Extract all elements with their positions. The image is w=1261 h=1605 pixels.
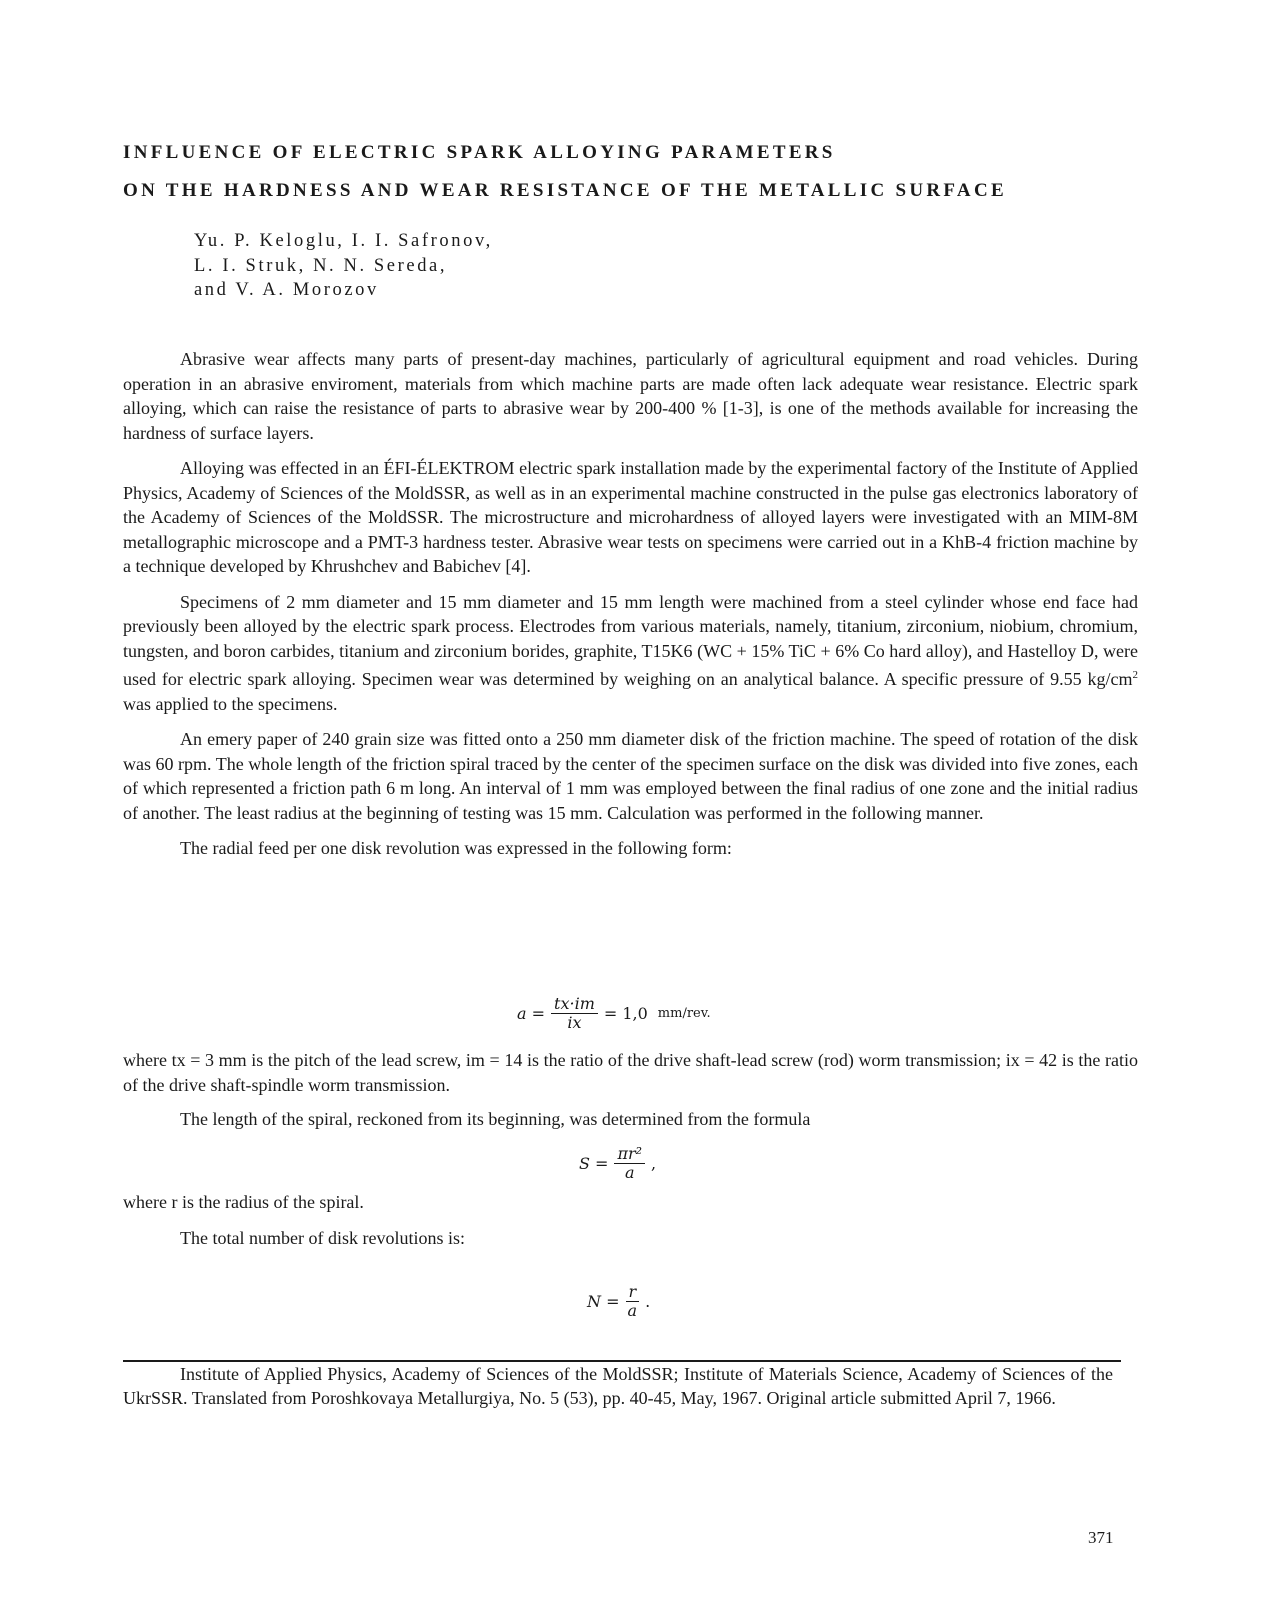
formula-2-punctuation: , <box>651 1154 657 1173</box>
authors-line-3: and V. A. Morozov <box>194 280 379 300</box>
paragraph-specimens-text: Specimens of 2 mm diameter and 15 mm diameter and 15 mm length were machined from a steel cylinder whose end face had previously been alloyed by the electric spark process. Electrodes from various materials, namely, titanium, zirconium, niobium, chromium, tungsten, and boron carbides, titanium and zirconium borides, graphite, T15K6 (WC + 15% TiC + 6% Co hard alloy), and Hastelloy D, were used for electric spark alloying. Specimen wear was determined by weighing on an analytical balance. A specific pressure of 9.55 kg/cm <box>123 591 1138 689</box>
paragraph-where-r: where r is the radius of the spiral. <box>123 1192 364 1212</box>
paragraph-radial-feed: The radial feed per one disk revolution was expressed in the following form: <box>180 838 732 858</box>
formula-revolutions <box>587 1283 650 1320</box>
paragraph-specimens-end: was applied to the specimens. <box>123 693 338 714</box>
paragraph-equipment: Alloying was effected in an ÉFI-ÉLEKTROM electric spark installation made by the experimental factory of the Institute of Applied Physics, Academy of Sciences of the MoldSSR, as well as in an experimental machine constructed in the pulse gas electronics laboratory of the Academy of Sciences of the MoldSSR. The microstructure and microhardness of alloyed layers were investigated with an MIM-8M metallographic microscope and a PMT-3 hardness tester. Abrasive wear tests on specimens were carried out in a KhB-4 friction machine by a technique developed by Khrushchev and Babichev [4]. <box>123 458 1138 576</box>
title-line-1: INFLUENCE OF ELECTRIC SPARK ALLOYING PARAMETERS <box>123 142 836 163</box>
formula-3-numerator: r <box>626 1283 640 1302</box>
formula-spiral-length <box>579 1145 656 1182</box>
paragraph-procedure: An emery paper of 240 grain size was fitted onto a 250 mm diameter disk of the friction machine. The speed of rotation of the disk was 60 rpm. The whole length of the friction spiral traced by the center of the specimen surface on the disk was divided into five zones, each of which represented a friction path 6 m long. An interval of 1 mm was employed between the final radius of one zone and the initial radius of another. The least radius at the beginning of testing was 15 mm. Calculation was performed in the following manner. <box>123 729 1138 823</box>
formula-1-unit: mm/rev. <box>657 1006 711 1021</box>
body-section-1 <box>123 347 1138 861</box>
superscript-two: 2 <box>1132 669 1138 681</box>
formula-3-lhs: N = <box>587 1292 620 1311</box>
formula-1-fraction <box>551 995 598 1032</box>
body-section-3 <box>123 1190 1138 1250</box>
page-number: 371 <box>1088 1528 1114 1547</box>
formula-1-denominator: ix <box>567 1013 582 1032</box>
authors-line-2: L. I. Struk, N. N. Sereda, <box>194 255 448 276</box>
footnote-text: Institute of Applied Physics, Academy of Sciences of the MoldSSR; Institute of Materials Science, Academy of Sciences of the UkrSSR. Translated from Poroshkovaya Metallurgiya, No. 5 (53), pp. 40-45, May, 1967. Original article submitted April 7, 1966. <box>123 1364 1113 1408</box>
title-line-2: ON THE HARDNESS AND WEAR RESISTANCE OF THE METALLIC SURFACE <box>123 180 1007 201</box>
body-section-2 <box>123 1048 1138 1132</box>
formula-1-lhs: a = <box>517 1004 546 1023</box>
formula-2-numerator: πr² <box>614 1145 645 1164</box>
formula-3-denominator: a <box>627 1301 638 1320</box>
formula-1-value: = 1,0 <box>603 1004 648 1023</box>
formula-2-fraction <box>614 1145 645 1182</box>
paragraph-intro: Abrasive wear affects many parts of present-day machines, particularly of agricultural equipment and road vehicles. During operation in an abrasive enviroment, materials from which machine parts are made often lack adequate wear resistance. Electric spark alloying, which can raise the resistance of parts to abrasive wear by 200-400 % [1-3], is one of the methods available for increasing the hardness of surface layers. <box>123 349 1138 443</box>
authors-block <box>194 229 493 303</box>
formula-1-numerator: tx·im <box>551 995 598 1014</box>
paragraph-spiral-length: The length of the spiral, reckoned from its beginning, was determined from the formula <box>180 1109 811 1129</box>
formula-3-punctuation: . <box>645 1292 651 1311</box>
formula-radial-feed <box>517 995 711 1032</box>
authors-line-1: Yu. P. Keloglu, I. I. Safronov, <box>194 231 493 251</box>
formula-2-lhs: S = <box>579 1154 609 1173</box>
footnote <box>123 1362 1113 1410</box>
formula-3-fraction <box>626 1283 640 1320</box>
formula-2-denominator: a <box>624 1163 635 1182</box>
paragraph-where-tx: where tx = 3 mm is the pitch of the lead screw, im = 14 is the ratio of the drive shaft-lead screw (rod) worm transmission; ix = 42 is the ratio of the drive shaft-spindle worm transmission. <box>123 1050 1138 1095</box>
paragraph-specimens <box>123 590 1138 717</box>
paragraph-revolutions: The total number of disk revolutions is: <box>180 1227 465 1248</box>
